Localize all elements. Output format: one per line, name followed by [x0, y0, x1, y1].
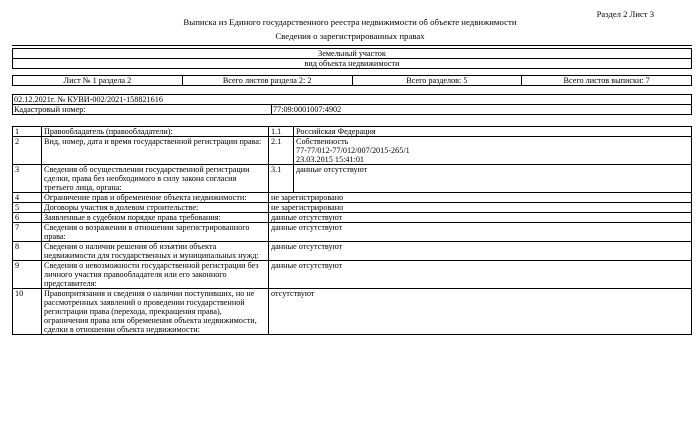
- row-number: 10: [13, 289, 42, 335]
- row-number: 7: [13, 223, 42, 242]
- sheet-info-table: [12, 75, 692, 86]
- row-name: Вид, номер, дата и время государственной регистрации права:: [42, 137, 269, 165]
- document-date-number: 02.12.2021г. № КУВИ-002/2021-158821616: [13, 95, 692, 105]
- section-label: Раздел 2 Лист 3: [596, 9, 654, 19]
- rights-table: [12, 126, 692, 335]
- table-row: [13, 203, 692, 213]
- row-name: Правообладатель (правообладатели):: [42, 127, 269, 137]
- row-value: Российская Федерация: [294, 127, 692, 137]
- row-number: 4: [13, 193, 42, 203]
- table-row: [13, 289, 692, 335]
- row-name: Сведения об осуществлении государственной регистрации сделки, права без необходимого в силу закона согласия третьего лица, органа:: [42, 165, 269, 193]
- sheets-total: Всего листов выписки: 7: [522, 76, 692, 86]
- row-value: Собственность 77-77/012-77/012/007/2015-265/1 23.03.2015 15:41:01: [294, 137, 692, 165]
- row-number: 2: [13, 137, 42, 165]
- row-value: отсутствуют: [269, 289, 692, 335]
- object-type-table: [12, 48, 692, 69]
- row-number: 6: [13, 213, 42, 223]
- row-name: Правопритязания и сведения о наличии поступивших, но не рассмотренных заявлений о проведении государственной регистрации права (перехода, прекращения права), ограничения права или обременения объекта недвижимости, сделки в отношении объекта недвижимости:: [42, 289, 269, 335]
- table-row: [13, 213, 692, 223]
- table-row: [13, 193, 692, 203]
- table-row: [13, 261, 692, 289]
- divider: [12, 45, 692, 46]
- row-name: Ограничение прав и обременение объекта недвижимости:: [42, 193, 269, 203]
- table-row: [13, 223, 692, 242]
- cadastral-label: Кадастровый номер:: [13, 105, 272, 115]
- row-value: данные отсутствуют: [294, 165, 692, 193]
- object-type-caption: вид объекта недвижимости: [13, 59, 692, 69]
- row-value: данные отсутствуют: [269, 223, 692, 242]
- row-name: Сведения о наличии решения об изъятии объекта недвижимости для государственных и муниципальных нужд:: [42, 242, 269, 261]
- object-name: Земельный участок: [13, 49, 692, 59]
- table-row: [13, 137, 692, 165]
- row-name: Договоры участия в долевом строительстве:: [42, 203, 269, 213]
- sections-total: Всего разделов: 5: [352, 76, 522, 86]
- row-name: Сведения о невозможности государственной регистрации без личного участия правообладателя или его законного представителя:: [42, 261, 269, 289]
- table-row: [13, 242, 692, 261]
- row-value: данные отсутствуют: [269, 261, 692, 289]
- document-info-table: [12, 94, 692, 115]
- row-subnumber: 3.1: [269, 165, 294, 193]
- row-number: 8: [13, 242, 42, 261]
- row-name: Заявленные в судебном порядке права требования:: [42, 213, 269, 223]
- cadastral-number: 77:09:0001007:4902: [272, 105, 692, 115]
- row-subnumber: 2.1: [269, 137, 294, 165]
- row-number: 9: [13, 261, 42, 289]
- table-row: [13, 127, 692, 137]
- row-value: не зарегистрировано: [269, 203, 692, 213]
- row-value: данные отсутствуют: [269, 242, 692, 261]
- row-value: данные отсутствуют: [269, 213, 692, 223]
- row-value: не зарегистрировано: [269, 193, 692, 203]
- row-number: 1: [13, 127, 42, 137]
- sheet-number: Лист № 1 раздела 2: [13, 76, 183, 86]
- sheets-in-section: Всего листов раздела 2: 2: [182, 76, 352, 86]
- document-title: Выписка из Единого государственного реестра недвижимости об объекте недвижимости: [183, 17, 517, 27]
- row-subnumber: 1.1: [269, 127, 294, 137]
- table-row: [13, 165, 692, 193]
- document-subtitle: Сведения о зарегистрированных правах: [275, 31, 425, 41]
- row-number: 5: [13, 203, 42, 213]
- row-name: Сведения о возражении в отношении зарегистрированного права:: [42, 223, 269, 242]
- row-number: 3: [13, 165, 42, 193]
